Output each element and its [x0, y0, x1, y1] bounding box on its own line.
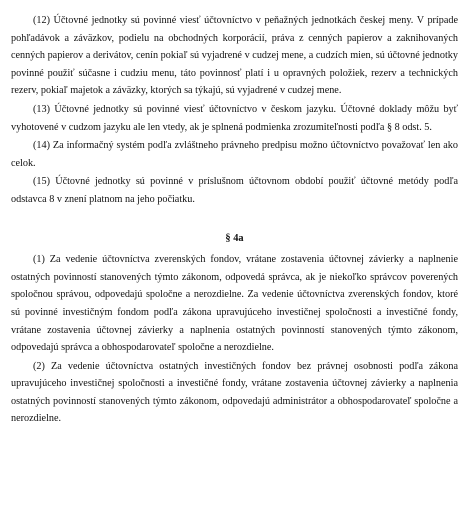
paragraph-4a-1: (1) Za vedenie účtovníctva zverenských fondov, vrátane zostavenia účtovnej závierky a naplnenie ostatných povinností stanovených týmto zákonom, odpovedá správca, ak je niekoľko správcov poverených spoločnou správou, odpovedajú spoločne a nerozdielne. Za vedenie účtovníctva zverenských fondov, ktoré sú povinné investičným fondom podľa zákona upravujúceho investičnej spoločnosti a investičné fondy, vrátane zostavenia účtovnej závierky a naplnenia ostatných povinností stanovených týmto zákonom, odpovedajú správca a obhospodarovateľ spoločne a nerozdielne.	[11, 254, 458, 354]
paragraph-12: (12) Účtovné jednotky sú povinné viesť účtovníctvo v peňažných jednotkách českej meny. V prípade pohľadávok a záväzkov, podielu na obchodných korporácií, práva z cenných papierov a zaknihovaných cenných papierov a derivátov, cenín pokiaľ sú vyjadrené v cudzej mene, a cudzích mien, sú účtovné jednotky povinné použiť súčasne i cudziu menu, táto povinnosť platí i u opravných položiek, rezerv a technických rezerv, pokiaľ majetok a záväzky, ktorých sa týkajú, sú vyjadrené v cudzej mene.	[11, 15, 458, 97]
paragraph-13: (13) Účtovné jednotky sú povinné viesť účtovníctvo v českom jazyku. Účtovné doklady môžu byť vyhotovené v cudzom jazyku ale len vtedy, ak je splnená podmienka zrozumiteľnosti podľa § 8 odst. 5.	[11, 103, 458, 133]
paragraph-14: (14) Za informačný systém podľa zvláštneho právneho predpisu možno účtovníctvo považovať len ako celok.	[11, 140, 458, 169]
paragraph-4a-2: (2) Za vedenie účtovníctva ostatných investičných fondov bez právnej osobnosti podľa zákona upravujúceho investičnej spoločnosti a investičné fondy, vrátane zostavenia účtovnej závierky a naplnenia ostatných povinností stanovených týmto zákonom, odpovedajú administrátor a obhospodarovateľ spoločne a nerozdielne.	[11, 360, 458, 425]
section-heading: § 4a	[225, 232, 244, 244]
paragraph-15: (15) Účtovné jednotky sú povinné v príslušnom účtovnom období použiť účtovné metódy podľa odstavca 8 v znení platnom na jeho počiatku.	[11, 176, 458, 205]
